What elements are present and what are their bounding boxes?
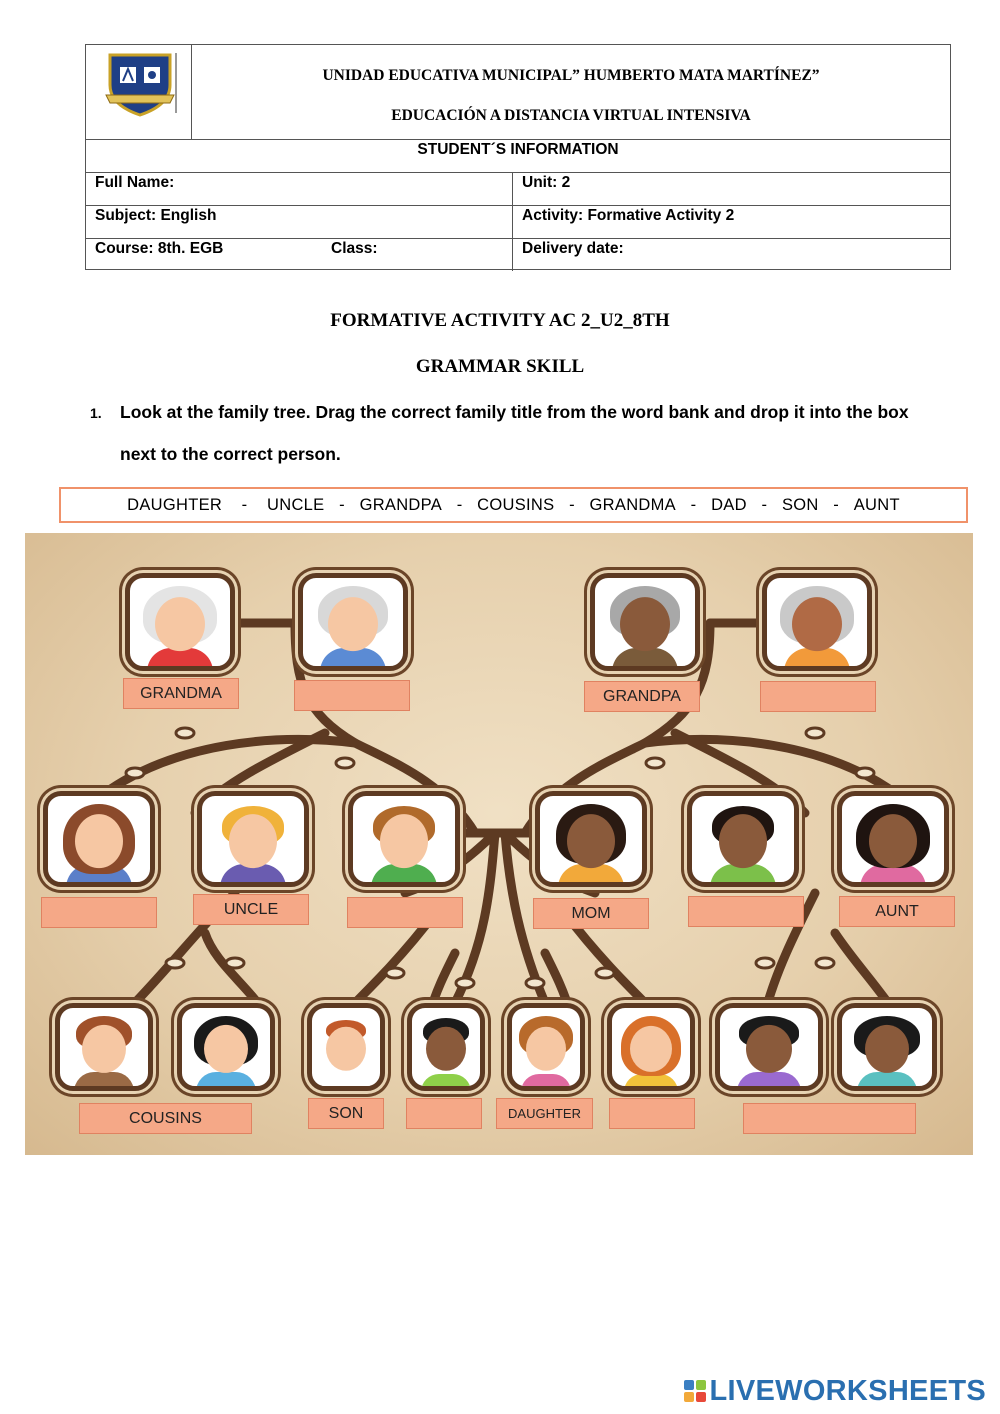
uncle-left-portrait: [197, 791, 309, 887]
school-name-cell: [192, 45, 950, 139]
drop-box-grandma-left[interactable]: GRANDMA: [123, 678, 239, 709]
drop-box-grandma-right[interactable]: [760, 681, 876, 712]
word-bank-item[interactable]: DAUGHTER: [127, 495, 223, 514]
drop-box-dad[interactable]: [347, 897, 463, 928]
drop-box-grandpa-left[interactable]: [294, 680, 410, 711]
cousin-girl-left-portrait: [177, 1003, 275, 1091]
delivery-date-field[interactable]: Delivery date:: [522, 240, 624, 257]
skill-title: GRAMMAR SKILL: [415, 356, 585, 377]
drop-box-grandpa-right[interactable]: GRANDPA: [584, 681, 700, 712]
table-divider: [86, 139, 950, 140]
word-bank-item[interactable]: UNCLE: [267, 495, 325, 514]
class-field[interactable]: Class:: [331, 240, 378, 257]
grandpa-left-portrait: [298, 573, 408, 671]
word-bank-separator: -: [554, 495, 590, 514]
activity-field: Activity: Formative Activity 2: [522, 207, 735, 224]
word-bank-separator: -: [675, 495, 712, 514]
drop-box-daughter[interactable]: DAUGHTER: [496, 1098, 593, 1129]
instruction-line-1: Look at the family tree. Drag the correct family title from the word bank and drop it into the box: [120, 402, 909, 422]
drop-box-uncle-right[interactable]: [688, 896, 804, 927]
aunt-left-portrait: [43, 791, 155, 887]
son-portrait: [307, 1003, 385, 1091]
drop-box-daughter-2[interactable]: [609, 1098, 695, 1129]
activity-title: FORMATIVE ACTIVITY AC 2_U2_8TH: [330, 310, 670, 331]
word-bank-separator: -: [324, 495, 360, 514]
drop-box-aunt-left[interactable]: [41, 897, 157, 928]
daughter-portrait: [507, 1003, 585, 1091]
liveworksheets-icon: [684, 1380, 706, 1402]
son-2-portrait: [407, 1003, 485, 1091]
instruction-line-2: next to the correct person.: [120, 444, 341, 464]
mom-portrait: [535, 791, 647, 887]
word-bank-item[interactable]: AUNT: [853, 495, 900, 514]
word-bank-separator: -: [746, 495, 782, 514]
word-bank-item[interactable]: SON: [781, 495, 819, 514]
drop-box-uncle-left[interactable]: UNCLE: [193, 894, 309, 925]
uncle-right-portrait: [687, 791, 799, 887]
word-bank-item[interactable]: GRANDMA: [589, 495, 676, 514]
cousin-boy-left-portrait: [55, 1003, 153, 1091]
word-bank-item[interactable]: DAD: [711, 495, 747, 514]
drop-box-son-2[interactable]: [406, 1098, 482, 1129]
aunt-right-portrait: [837, 791, 949, 887]
logo-cell: [86, 45, 192, 139]
word-bank-item[interactable]: GRANDPA: [359, 495, 443, 514]
liveworksheets-brand: LIVEWORKSHEETS: [709, 1374, 986, 1407]
drop-box-aunt-right[interactable]: AUNT: [839, 896, 955, 927]
full-name-field[interactable]: Full Name:: [95, 174, 175, 191]
word-bank-item[interactable]: COUSINS: [477, 495, 555, 514]
table-column-divider: [512, 172, 513, 271]
drop-box-mom[interactable]: MOM: [533, 898, 649, 929]
word-bank-separator: -: [222, 495, 268, 514]
drop-box-cousins-right[interactable]: [743, 1103, 916, 1134]
program-name: EDUCACIÓN A DISTANCIA VIRTUAL INTENSIVA: [391, 107, 751, 124]
table-divider: [86, 238, 950, 239]
subject-field: Subject: English: [95, 207, 217, 224]
word-bank-separator: -: [818, 495, 854, 514]
daughter-2-portrait: [607, 1003, 695, 1091]
question-number: 1.: [90, 405, 102, 421]
table-divider: [86, 205, 950, 206]
dad-portrait: [348, 791, 460, 887]
school-name: UNIDAD EDUCATIVA MUNICIPAL” HUMBERTO MATA MARTÍNEZ”: [322, 67, 820, 84]
table-divider: [86, 172, 950, 173]
cousin-girl-right-portrait: [837, 1003, 937, 1091]
family-tree: [25, 533, 973, 1155]
grandma-right-portrait: [762, 573, 872, 671]
student-info-heading: STUDENT´S INFORMATION: [417, 141, 619, 158]
drop-box-cousins-left[interactable]: COUSINS: [79, 1103, 252, 1134]
liveworksheets-logo: [684, 1375, 987, 1407]
grandma-left-portrait: [125, 573, 235, 671]
drop-box-son[interactable]: SON: [308, 1098, 384, 1129]
cousin-boy-right-portrait: [715, 1003, 823, 1091]
grandpa-right-portrait: [590, 573, 700, 671]
word-bank: [59, 487, 968, 523]
school-logo: [100, 49, 180, 119]
word-bank-separator: -: [442, 495, 478, 514]
unit-field: Unit: 2: [522, 174, 571, 191]
course-field: Course: 8th. EGB: [95, 240, 224, 257]
student-info-table: [85, 44, 951, 270]
